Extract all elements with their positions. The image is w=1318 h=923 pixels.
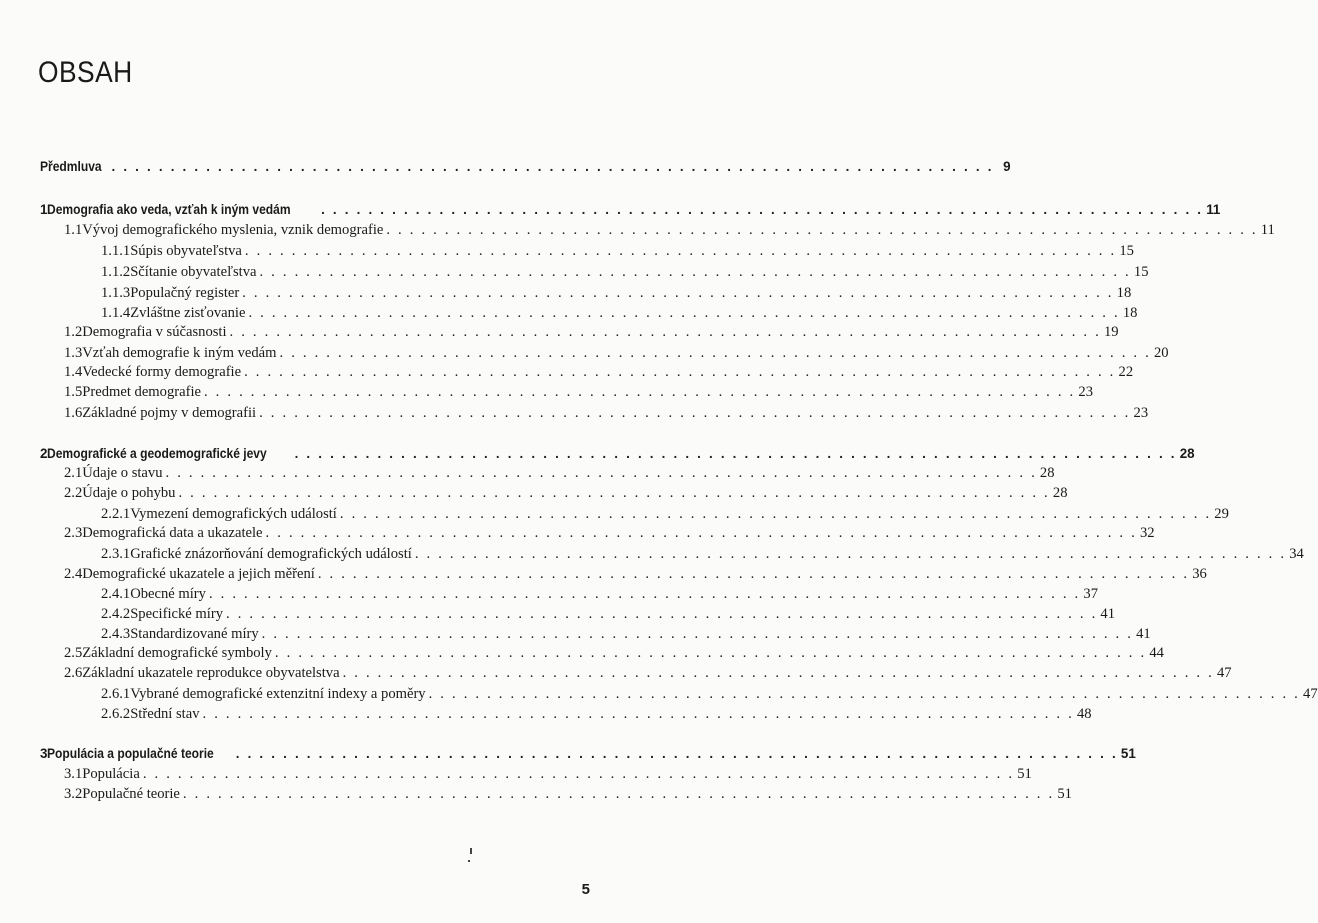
toc-entry-s2-3[interactable]: [64, 524, 1155, 542]
toc-title: Demografia v súčasnosti: [82, 324, 227, 340]
toc-title: Základní demografické symboly: [82, 645, 272, 661]
toc-number: 2.3.1: [101, 546, 131, 562]
toc-title: Demografia ako veda, vzťah k iným vedám: [47, 202, 292, 217]
dot-leader: . . . . . . . . . . . . . . . . . . . . . . . . . . . . . . . . . . . . . . . . . . . . . . . . . . . . . . . . . . . . . . . . . . . . . . . . . . .: [386, 222, 1258, 238]
toc-title: Populácia: [82, 766, 140, 782]
toc-title: Populácia a populačné teorie: [47, 746, 215, 761]
toc-title: Standardizované míry: [130, 626, 259, 642]
toc-title: Sčítanie obyvateľstva: [130, 264, 257, 280]
toc-number: 1.3: [64, 345, 83, 361]
toc-page-number: 32: [1139, 525, 1155, 541]
toc-page-number: 11: [1206, 202, 1221, 217]
dot-leader: . . . . . . . . . . . . . . . . . . . . . . . . . . . . . . . . . . . . . . . . . . . . . . . . . . . . . . . . . . . . . . . . . . . . . . . . . . .: [244, 364, 1116, 380]
toc-title: Populačné teorie: [82, 786, 180, 802]
toc-number: 1.5: [64, 384, 83, 400]
toc-title: Vymezení demografických událostí: [130, 506, 337, 522]
toc-number: 2.4.1: [101, 586, 131, 602]
scan-mark: [468, 860, 470, 862]
toc-title: Vzťah demografie k iným vedám: [82, 345, 277, 361]
toc-entry-s2-1[interactable]: [64, 464, 1055, 482]
toc-entry-s2-6[interactable]: [64, 664, 1232, 682]
toc-title: Vedecké formy demografie: [82, 364, 242, 380]
toc-title: Základní ukazatele reprodukce obyvatelstva: [82, 665, 340, 681]
toc-entry-s2-6-1[interactable]: [101, 685, 1318, 703]
toc-page-number: 15: [1119, 243, 1134, 259]
toc-entry-s2-4-2[interactable]: [101, 605, 1116, 623]
toc-number: 1.6: [64, 405, 83, 421]
toc-number: 2: [40, 446, 48, 461]
toc-page-number: 51: [1017, 766, 1032, 782]
page-title: OBSAH: [38, 56, 133, 89]
toc-number: 1.1.2: [101, 264, 131, 280]
dot-leader: . . . . . . . . . . . . . . . . . . . . . . . . . . . . . . . . . . . . . . . . . . . . . . . . . . . . . . . . . . . . . . . . . . . . . . . . . . .: [182, 786, 1055, 802]
toc-entry-s2-3-1[interactable]: [101, 545, 1304, 563]
toc-title: Demografické a geodemografické jevy: [47, 446, 268, 461]
toc-page-number: 15: [1133, 264, 1149, 280]
toc-page-number: 28: [1179, 446, 1195, 461]
toc-page-number: 20: [1153, 345, 1169, 361]
dot-leader: . . . . . . . . . . . . . . . . . . . . . . . . . . . . . . . . . . . . . . . . . . . . . . . . . . . . . . . . . . . . . . . . . . . . . . . . . . .: [339, 506, 1212, 522]
toc-number: 2.6: [64, 665, 83, 681]
scan-mark: [470, 848, 472, 854]
dot-leader: . . . . . . . . . . . . . . . . . . . . . . . . . . . . . . . . . . . . . . . . . . . . . . . . . . . . . . . . . . . . . . . . . . . . . . . . . . .: [203, 384, 1076, 400]
toc-entry-s1-1-3[interactable]: [101, 284, 1132, 302]
toc-title: Předmluva: [40, 159, 102, 174]
toc-entry-ch1[interactable]: [40, 201, 1221, 219]
toc-title: Údaje o pohybu: [82, 485, 176, 501]
toc-entry-s2-5[interactable]: [64, 644, 1164, 662]
toc-entry-ch3[interactable]: [40, 745, 1136, 763]
toc-page-number: 47: [1216, 665, 1232, 681]
toc-title: Specifické míry: [130, 606, 223, 622]
toc-page-number: 41: [1136, 626, 1151, 642]
page-number: 5: [581, 881, 590, 898]
toc-page-number: 23: [1078, 384, 1093, 400]
toc-title: Obecné míry: [130, 586, 206, 602]
toc-number: 1.1: [64, 222, 83, 238]
toc-page-number: 37: [1083, 586, 1098, 602]
toc-number: 2.2: [64, 485, 83, 501]
toc-page-number: 29: [1214, 506, 1229, 522]
toc-entry-s1-1[interactable]: [64, 221, 1275, 239]
dot-leader: . . . . . . . . . . . . . . . . . . . . . . . . . . . . . . . . . . . . . . . . . . . . . . . . . . . . . . . . . . . . . . . . . . . . . . . . . . .: [142, 766, 1015, 782]
toc-page-number: 18: [1122, 305, 1138, 321]
toc-page-number: 36: [1192, 566, 1207, 582]
toc-title: Střední stav: [130, 706, 200, 722]
toc-title: Grafické znázorňování demografických událostí: [130, 546, 412, 562]
dot-leader: . . . . . . . . . . . . . . . . . . . . . . . . . . . . . . . . . . . . . . . . . . . . . . . . . . . . . . . . . . . . . . . . . . . . . . . . . . .: [274, 645, 1147, 661]
toc-entry-s1-1-1[interactable]: [101, 242, 1134, 260]
toc-number: 2.5: [64, 645, 83, 661]
dot-leader: . . . . . . . . . . . . . . . . . . . . . . . . . . . . . . . . . . . . . . . . . . . . . . . . . . . . . . . . . . . . . . . . . . . . . . . . . . .: [242, 285, 1114, 301]
toc-number: 2.6.2: [101, 706, 131, 722]
toc-number: 2.4: [64, 566, 83, 582]
dot-leader: . . . . . . . . . . . . . . . . . . . . . . . . . . . . . . . . . . . . . . . . . . . . . . . . . . . . . . . . . . . . . . . . . . . . . . . . . . .: [248, 305, 1120, 321]
toc-number: 2.6.1: [101, 686, 131, 702]
toc-entry-s1-1-2[interactable]: [101, 263, 1149, 281]
toc-entry-s2-6-2[interactable]: [101, 705, 1092, 723]
toc-number: 1.1.1: [101, 243, 131, 259]
dot-leader: . . . . . . . . . . . . . . . . . . . . . . . . . . . . . . . . . . . . . . . . . . . . . . . . . . . . . . . . . . . . . . . . . . . . . . . . . . .: [428, 686, 1301, 702]
dot-leader: . . . . . . . . . . . . . . . . . . . . . . . . . . . . . . . . . . . . . . . . . . . . . . . . . . . . . . . . . . . . . . . . . . . . . . . . . . .: [226, 606, 1098, 622]
dot-leader: . . . . . . . . . . . . . . . . . . . . . . . . . . . . . . . . . . . . . . . . . . . . . . . . . . . . . . . . . . . . . . . . . . . . . . . . . . .: [208, 586, 1081, 602]
dot-leader: . . . . . . . . . . . . . . . . . . . . . . . . . . . . . . . . . . . . . . . . . . . . . . . . . . . . . . . . . . . . . . . . . . . . . . . . . . .: [279, 345, 1151, 361]
toc-title: Vývoj demografického myslenia, vznik demografie: [82, 222, 384, 238]
toc-entry-s1-4[interactable]: [64, 363, 1134, 381]
toc-title: Populačný register: [130, 285, 240, 301]
toc-number: 1.1.3: [101, 285, 131, 301]
toc-number: 3: [40, 746, 48, 761]
toc-page-number: 28: [1052, 485, 1068, 501]
dot-leader: . . . . . . . . . . . . . . . . . . . . . . . . . . . . . . . . . . . . . . . . . . . . . . . . . . . . . . . . . . . . . . . . . . . . . . . . . . .: [235, 746, 1118, 761]
toc-entry-ch2[interactable]: [40, 445, 1195, 463]
toc-number: 2.2.1: [101, 506, 131, 522]
toc-number: 3.1: [64, 766, 83, 782]
toc-page-number: 28: [1039, 465, 1055, 481]
toc-title: Vybrané demografické extenzitní indexy a poměry: [130, 686, 426, 702]
toc-title: Údaje o stavu: [82, 465, 163, 481]
toc-entry-s1-3[interactable]: [64, 344, 1169, 362]
toc-number: 2.4.3: [101, 626, 131, 642]
dot-leader: . . . . . . . . . . . . . . . . . . . . . . . . . . . . . . . . . . . . . . . . . . . . . . . . . . . . . . . . . . . . . . . . . . . . . . . . . . .: [414, 546, 1287, 562]
toc-page-number: 44: [1149, 645, 1164, 661]
toc-entry-s3-2[interactable]: [64, 785, 1072, 803]
dot-leader: . . . . . . . . . . . . . . . . . . . . . . . . . . . . . . . . . . . . . . . . . . . . . . . . . . . . . . . . . . . . . . . . . . . . . . . . . . .: [261, 626, 1134, 642]
dot-leader: . . . . . . . . . . . . . . . . . . . . . . . . . . . . . . . . . . . . . . . . . . . . . . . . . . . . . . . . . . . . . . . . . . . . . . . . . . .: [265, 525, 1137, 541]
toc-entry-predmluva[interactable]: [40, 158, 1011, 176]
dot-leader: . . . . . . . . . . . . . . . . . . . . . . . . . . . . . . . . . . . . . . . . . . . . . . . . . . . . . . . . . . . . . . . . . . . . . . . . . . .: [178, 485, 1050, 501]
dot-leader: . . . . . . . . . . . . . . . . . . . . . . . . . . . . . . . . . . . . . . . . . . . . . . . . . . . . . . . . . . . . . . . . . . . . . . . . . . .: [342, 665, 1214, 681]
toc-entry-s2-2-1[interactable]: [101, 505, 1229, 523]
dot-leader: . . . . . . . . . . . . . . . . . . . . . . . . . . . . . . . . . . . . . . . . . . . . . . . . . . . . . . . . . . . . . . . . . . . . . . . . . . .: [202, 706, 1074, 722]
toc-page-number: 23: [1133, 405, 1149, 421]
toc-page-number: 47: [1303, 686, 1318, 702]
toc-entry-s3-1[interactable]: [64, 765, 1032, 783]
toc-number: 2.3: [64, 525, 83, 541]
toc-page-number: 18: [1116, 285, 1132, 301]
toc-number: 1.1.4: [101, 305, 131, 321]
dot-leader: . . . . . . . . . . . . . . . . . . . . . . . . . . . . . . . . . . . . . . . . . . . . . . . . . . . . . . . . . . . . . . . . . . . . . . . . . . .: [259, 405, 1131, 421]
toc-title: Súpis obyvateľstva: [130, 243, 242, 259]
toc-page-number: 19: [1103, 324, 1119, 340]
toc-page-number: 41: [1100, 606, 1116, 622]
toc-title: Demografická data a ukazatele: [82, 525, 263, 541]
toc-number: 2.4.2: [101, 606, 131, 622]
toc-page-number: 48: [1076, 706, 1092, 722]
toc-number: 2.1: [64, 465, 83, 481]
dot-leader: . . . . . . . . . . . . . . . . . . . . . . . . . . . . . . . . . . . . . . . . . . . . . . . . . . . . . . . . . . . . . . . . . . . . . . . . . . .: [229, 324, 1101, 340]
dot-leader: . . . . . . . . . . . . . . . . . . . . . . . . . . . . . . . . . . . . . . . . . . . . . . . . . . . . . . . . . . . . . . . . . . . . . . . . . . .: [259, 264, 1131, 280]
toc-title: Zvláštne zisťovanie: [130, 305, 246, 321]
toc-entry-s1-2[interactable]: [64, 323, 1119, 341]
toc-entry-s1-5[interactable]: [64, 383, 1093, 401]
toc-page-number: 51: [1120, 746, 1136, 761]
dot-leader: . . . . . . . . . . . . . . . . . . . . . . . . . . . . . . . . . . . . . . . . . . . . . . . . . . . . . . . . . . . . . . . . . . . . . . . . . . .: [321, 202, 1204, 217]
dot-leader: . . . . . . . . . . . . . . . . . . . . . . . . . . . . . . . . . . . . . . . . . . . . . . . . . . . . . . . . . . . . . . . . . . . . . . . . . . .: [165, 465, 1037, 481]
toc-entry-s2-4-3[interactable]: [101, 625, 1151, 643]
toc-entry-s1-1-4[interactable]: [101, 304, 1138, 322]
toc-entry-s2-4[interactable]: [64, 565, 1207, 583]
toc-number: 1.2: [64, 324, 83, 340]
toc-page-number: 11: [1260, 222, 1275, 238]
toc-page-number: 22: [1118, 364, 1134, 380]
toc-title: Demografické ukazatele a jejich měření: [82, 566, 315, 582]
toc-number: 3.2: [64, 786, 83, 802]
toc-page-number: 34: [1289, 546, 1304, 562]
toc-title: Základné pojmy v demografii: [82, 405, 257, 421]
toc-number: 1: [40, 202, 48, 217]
dot-leader: . . . . . . . . . . . . . . . . . . . . . . . . . . . . . . . . . . . . . . . . . . . . . . . . . . . . . . . . . . . . . . . . . . . . . . . . . . .: [111, 159, 994, 174]
toc-title: Predmet demografie: [82, 384, 201, 400]
toc-entry-s2-2[interactable]: [64, 484, 1068, 502]
toc-entry-s2-4-1[interactable]: [101, 585, 1098, 603]
toc-entry-s1-6[interactable]: [64, 404, 1149, 422]
toc-page-number: 9: [1003, 159, 1011, 174]
toc-number: 1.4: [64, 364, 83, 380]
dot-leader: . . . . . . . . . . . . . . . . . . . . . . . . . . . . . . . . . . . . . . . . . . . . . . . . . . . . . . . . . . . . . . . . . . . . . . . . . . .: [317, 566, 1190, 582]
dot-leader: . . . . . . . . . . . . . . . . . . . . . . . . . . . . . . . . . . . . . . . . . . . . . . . . . . . . . . . . . . . . . . . . . . . . . . . . . . .: [244, 243, 1117, 259]
dot-leader: . . . . . . . . . . . . . . . . . . . . . . . . . . . . . . . . . . . . . . . . . . . . . . . . . . . . . . . . . . . . . . . . . . . . . . . . . . .: [294, 446, 1177, 461]
toc-page-number: 51: [1057, 786, 1072, 802]
